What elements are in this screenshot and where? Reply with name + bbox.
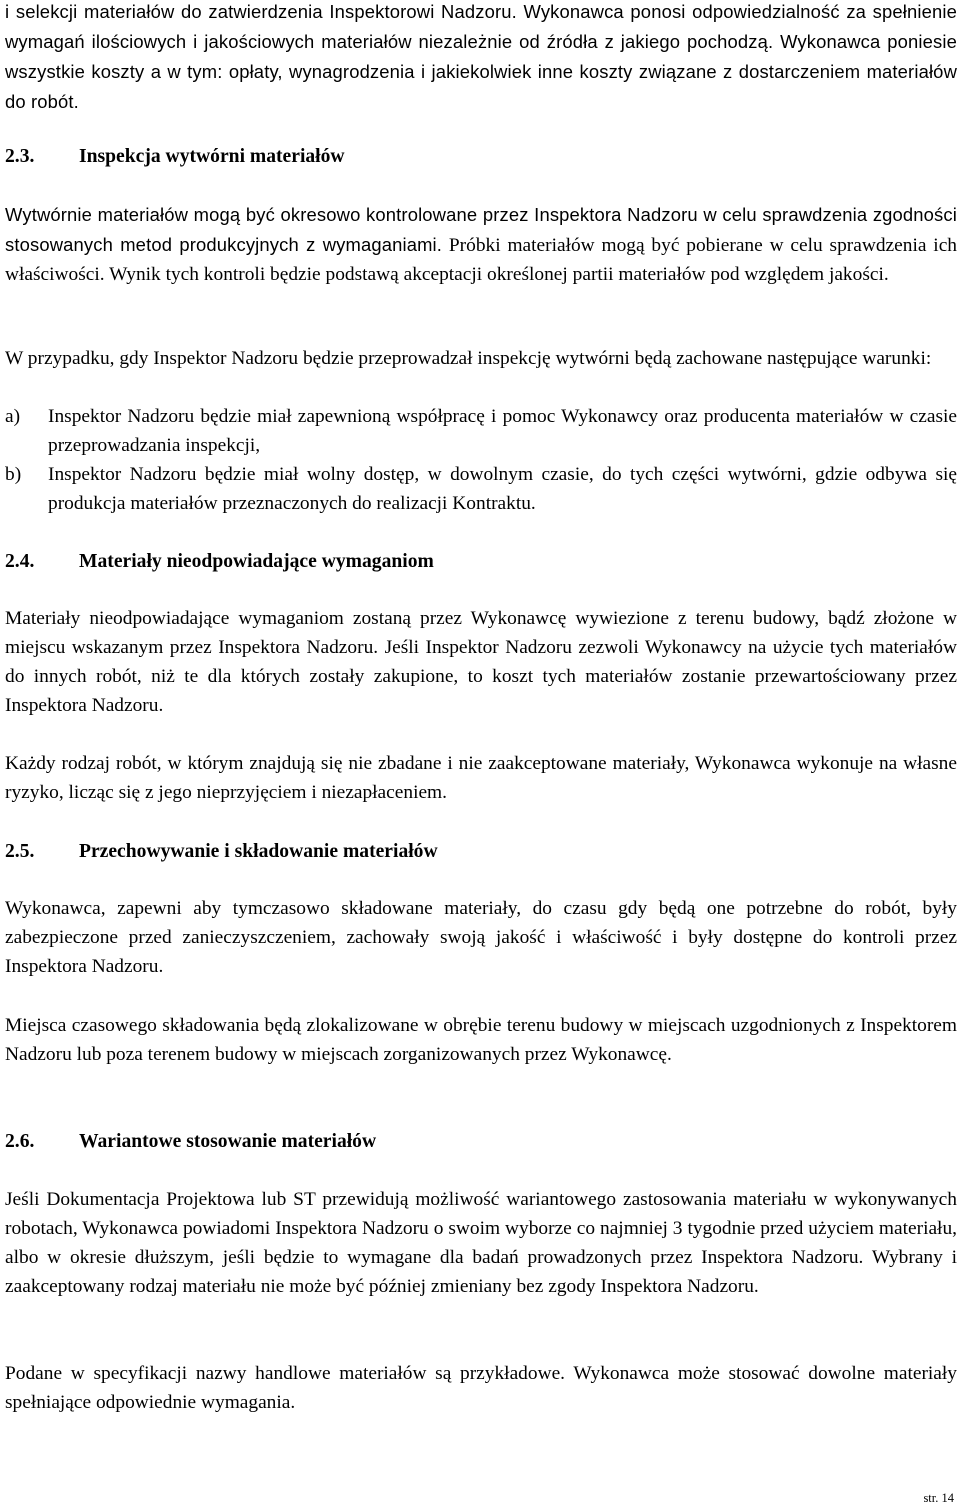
list-marker: b) [5,464,22,485]
section-heading-2-5 [5,837,957,866]
section-2-5-paragraph-1: Wykonawca, zapewni aby tymczasowo składowane materiały, do czasu gdy będą one potrzebne do robót, były zabezpieczone przed zanieczyszczeniem, zachowały swoją jakość i właściwość i były dostępne do kontroli przez Inspektora Nadzoru. [5,898,957,977]
section-2-3-list [5,402,957,518]
section-2-6-paragraph-2: Podane w specyfikacji nazwy handlowe materiałów są przykładowe. Wykonawca może stosować dowolne materiały spełniające odpowiednie wymagania. [5,1363,957,1413]
list-marker: a) [5,406,21,427]
section-title: Inspekcja wytwórni materiałów [79,146,345,167]
list-item-text: Inspektor Nadzoru będzie miał wolny dostęp, w dowolnym czasie, do tych części wytwórni, gdzie odbywa się produkcja materiałów przeznaczonych do realizacji Kontraktu. [48,464,957,514]
section-number: 2.3. [5,146,35,167]
page-number: str. 14 [923,1491,954,1505]
section-2-3-paragraph-1 [5,200,957,289]
intro-paragraph: i selekcji materiałów do zatwierdzenia Inspektorowi Nadzoru. Wykonawca ponosi odpowiedzialność za spełnienie wymagań ilościowych i jakościowych materiałów niezależnie od źródła z jakiego pochodzą. Wykonawca poniesie wszystkie koszty a w tym: opłaty, wynagrodzenia i jakiekolwiek inne koszty związane z dostarczeniem materiałów do robót. [5,1,957,112]
section-2-3-paragraph-1-part-b: Próbki materiałów mogą być pobierane w celu sprawdzenia ich właściwości. Wynik tych kontroli będzie podstawą akceptacji określonej partii materiałów pod względem jakości. [5,235,957,285]
section-heading-2-6 [5,1127,957,1156]
section-number: 2.4. [5,551,35,572]
section-heading-2-3 [5,142,957,171]
section-2-5-paragraph-2: Miejsca czasowego składowania będą zlokalizowane w obrębie terenu budowy w miejscach uzgodnionych z Inspektorem Nadzoru lub poza terenem budowy w miejscach zorganizowanych przez Wykonawcę. [5,1015,957,1065]
list-item-text: Inspektor Nadzoru będzie miał zapewnioną współpracę i pomoc Wykonawcy oraz producenta materiałów w czasie przeprowadzania inspekcji, [48,406,957,456]
section-title: Materiały nieodpowiadające wymaganiom [79,551,434,572]
section-title: Przechowywanie i składowanie materiałów [79,841,438,862]
section-number: 2.6. [5,1131,35,1152]
section-heading-2-4 [5,547,957,576]
section-2-3-paragraph-2: W przypadku, gdy Inspektor Nadzoru będzie przeprowadzał inspekcję wytwórni będą zachowane następujące warunki: [5,348,932,369]
section-2-6-paragraph-1: Jeśli Dokumentacja Projektowa lub ST przewidują możliwość wariantowego zastosowania materiału w wykonywanych robotach, Wykonawca powiadomi Inspektora Nadzoru o swoim wyborze co najmniej 3 tygodnie przed użyciem materiału, albo w okresie dłuższym, jeśli będzie to wymagane dla badań prowadzonych przez Inspektora Nadzoru. Wybrany i zaakceptowany rodzaj materiału nie może być później zmieniany bez zgody Inspektora Nadzoru. [5,1189,957,1297]
section-number: 2.5. [5,841,35,862]
list-item-b [5,460,957,518]
section-2-4-paragraph-2: Każdy rodzaj robót, w którym znajdują się nie zbadane i nie zaakceptowane materiały, Wykonawca wykonuje na własne ryzyko, licząc się z jego nieprzyjęciem i niezapłaceniem. [5,753,957,803]
section-2-3-paragraph-1-part-a: Wytwórnie materiałów mogą być okresowo kontrolowane przez Inspektora Nadzoru w celu sprawdzenia zgodności stosowanych metod produkcyjnych z wymaganiami. [5,204,957,255]
section-title: Wariantowe stosowanie materiałów [79,1131,377,1152]
list-item-a [5,402,957,460]
section-2-4-paragraph-1: Materiały nieodpowiadające wymaganiom zostaną przez Wykonawcę wywiezione z terenu budowy, bądź złożone w miejscu wskazanym przez Inspektora Nadzoru. Jeśli Inspektor Nadzoru zezwoli Wykonawcy na użycie tych materiałów do innych robót, niż te dla których zostały zakupione, to koszt tych materiałów zostanie przewartościowany przez Inspektora Nadzoru. [5,608,957,716]
